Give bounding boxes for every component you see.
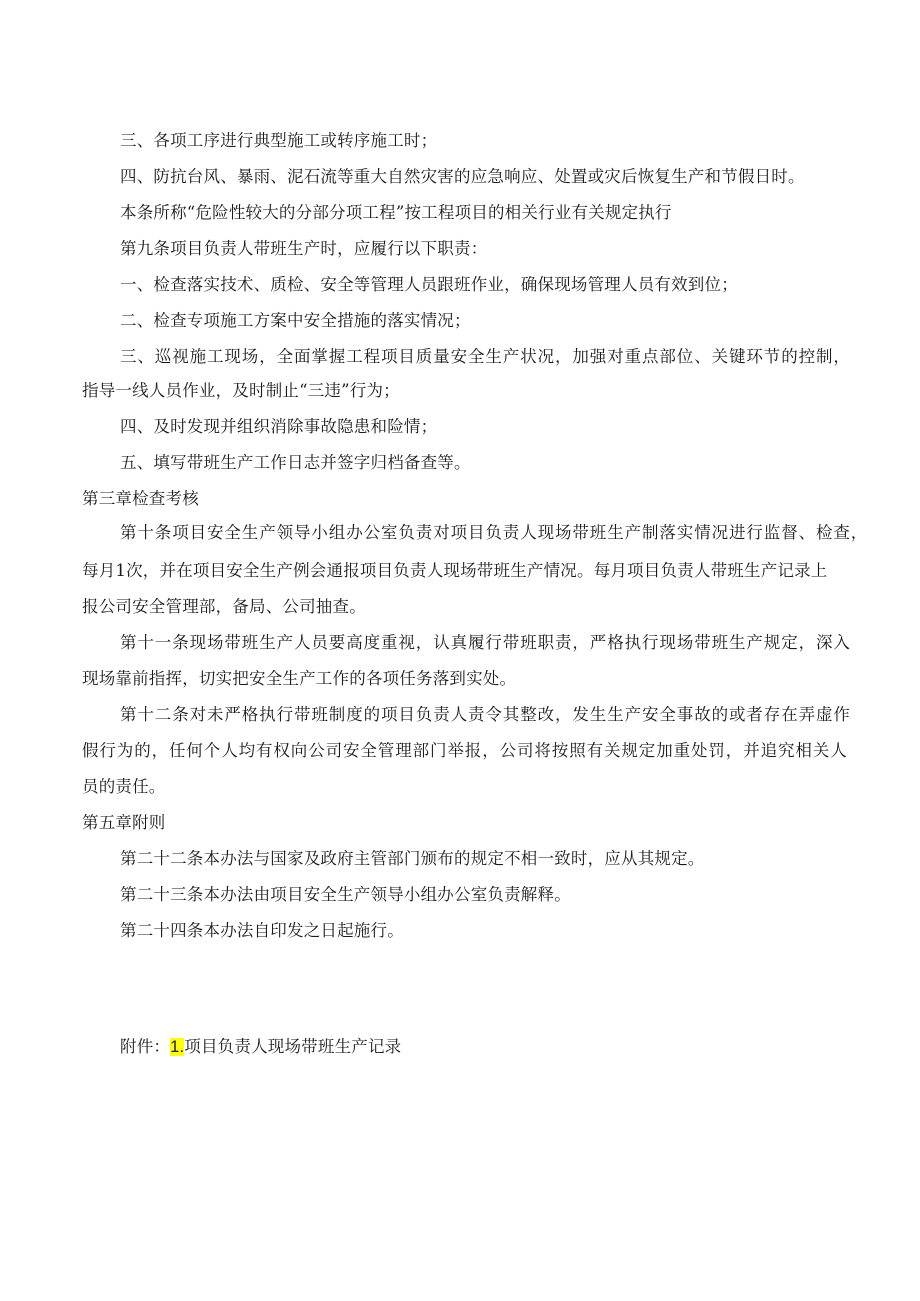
paragraph-line: 第十条项目安全生产领导小组办公室负责对项目负责人现场带班生产制落实情况进行监督、检查， (120, 523, 869, 542)
article-heading: 第九条项目负责人带班生产时，应履行以下职责： (120, 239, 488, 258)
attachment-number-highlight: 1. (170, 1038, 185, 1056)
attachment-title: 项目负责人现场带班生产记录 (184, 1037, 402, 1056)
paragraph-line: 第二十四条本办法自印发之日起施行。 (120, 921, 404, 940)
paragraph-line: 指导一线人员作业，及时制止“三违”行为； (82, 381, 400, 400)
paragraph-line: 二、检查专项施工方案中安全措施的落实情况； (120, 311, 471, 330)
paragraph-line: 第十二条对未严格执行带班制度的项目负责人责令其整改，发生生产安全事故的或者存在弄虚作 (120, 705, 851, 724)
attachment-prefix: 附件： (120, 1037, 171, 1056)
paragraph-line: 假行为的，任何个人均有权向公司安全管理部门举报，公司将按照有关规定加重处罚，并追究相关人 (82, 741, 848, 760)
paragraph-line: 报公司安全管理部，备局、公司抽查。 (82, 597, 366, 616)
paragraph-line: 本条所称“危险性较大的分部分项工程”按工程项目的相关行业有关规定执行 (120, 203, 672, 222)
paragraph-line: 第十一条现场带班生产人员要高度重视，认真履行带班职责，严格执行现场带班生产规定，深入 (120, 633, 851, 652)
paragraph-line: 四、及时发现并组织消除事故隐患和险情； (120, 417, 438, 436)
chapter-heading: 第三章检查考核 (82, 489, 199, 508)
paragraph-line: 一、检查落实技术、质检、安全等管理人员跟班作业，确保现场管理人员有效到位； (120, 275, 738, 294)
paragraph-line: 五、填写带班生产工作日志并签字归档备查等。 (120, 453, 471, 472)
paragraph-line: 第二十二条本办法与国家及政府主管部门颁布的规定不相一致时，应从其规定。 (120, 849, 705, 868)
paragraph-line: 第二十三条本办法由项目安全生产领导小组办公室负责解释。 (120, 885, 571, 904)
chapter-heading: 第五章附则 (82, 813, 166, 832)
paragraph-line: 员的责任。 (82, 777, 166, 796)
attachment-line (120, 1036, 401, 1058)
paragraph-line: 三、各项工序进行典型施工或转序施工时； (120, 131, 438, 150)
paragraph-line: 三、巡视施工现场，全面掌握工程项目质量安全生产状况，加强对重点部位、关键环节的控制， (120, 347, 851, 366)
paragraph-line: 四、防抗台风、暴雨、泥石流等重大自然灾害的应急响应、处置或灾后恢复生产和节假日时。 (120, 167, 805, 186)
paragraph-line: 现场靠前指挥，切实把安全生产工作的各项任务落到实处。 (82, 669, 517, 688)
paragraph-line: 每月1次，并在项目安全生产例会通报项目负责人现场带班生产情况。每月项目负责人带班生产记录上 (82, 561, 828, 580)
